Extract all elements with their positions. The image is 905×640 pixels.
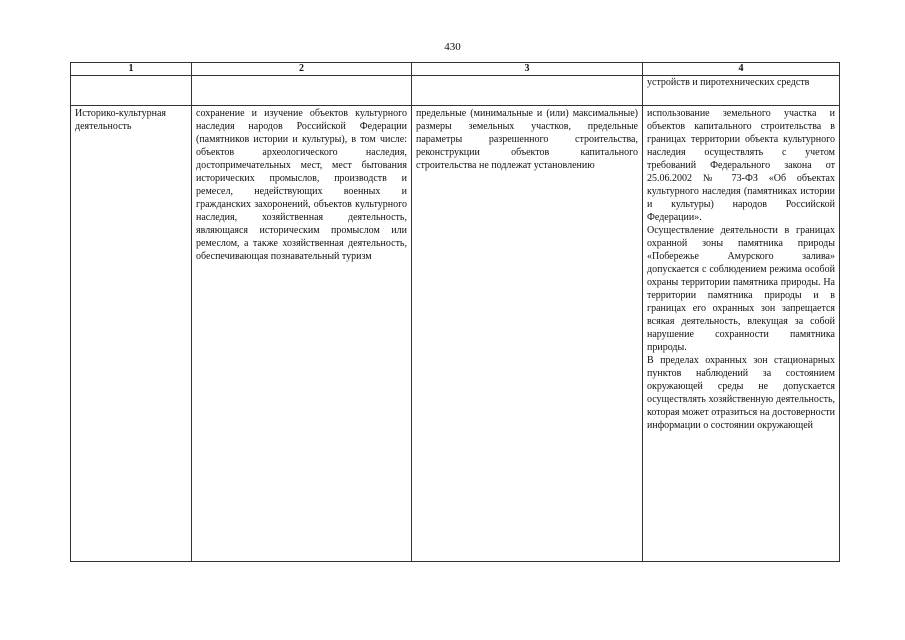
cell-activity-description: сохранение и изучение объектов культурного наследия народов Российской Федерации (памятников истории и культуры), в том числе: объектов археологического наследия, достопримечательных мест, мест бытования исторических промыслов, производств и ремесел, недействующих военных и гражданских захоронений, объектов культурного наследия, хозяйственная деятельность, являющаяся историческим промыслом или ремеслом, а также хозяйственная деятельность, обеспечивающая познавательный туризм [192,106,412,562]
cell-continuation-col4: устройств и пиротехнических средств [643,76,840,106]
cell-activity-type: Историко-культурная деятельность [71,106,192,562]
cell-continuation-col1 [71,76,192,106]
table-row [71,76,840,106]
column-header-1: 1 [71,63,192,76]
cell-parameters: предельные (минимальные и (или) максимальные) размеры земельных участков, предельные параметры разрешенного строительства, реконструкции объектов капитального строительства не подлежат установлению [412,106,643,562]
cell-continuation-col2 [192,76,412,106]
restrictions-paragraph-1: использование земельного участка и объектов капитального строительства в границах территории объекта культурного наследия осуществлять с учетом требований Федерального закона от 25.06.2002 № 73-ФЗ «Об объектах культурного наследия (памятниках истории и культуры) народов Российской Федерации». [647,108,835,223]
table-row [71,106,840,562]
column-header-2: 2 [192,63,412,76]
column-header-3: 3 [412,63,643,76]
restrictions-paragraph-2: Осуществление деятельности в границах охранной зоны памятника природы «Побережье Амурского залива» допускается с соблюдением режима особой охраны территории памятника природы. На территории памятника природы и в границах его охранных зон запрещается всякая деятельность, влекущая за собой нарушение сохранности памятника природы. [647,225,835,353]
restrictions-paragraph-3: В пределах охранных зон стационарных пунктов наблюдений за состоянием окружающей среды не допускается осуществлять хозяйственную деятельность, которая может отразиться на достоверности информации о состоянии окружающей [647,355,835,431]
page-number: 430 [444,41,461,53]
column-header-4: 4 [643,63,840,76]
cell-restrictions [643,106,840,562]
table-header-row [71,63,840,76]
cell-continuation-col3 [412,76,643,106]
regulations-table [70,62,840,562]
